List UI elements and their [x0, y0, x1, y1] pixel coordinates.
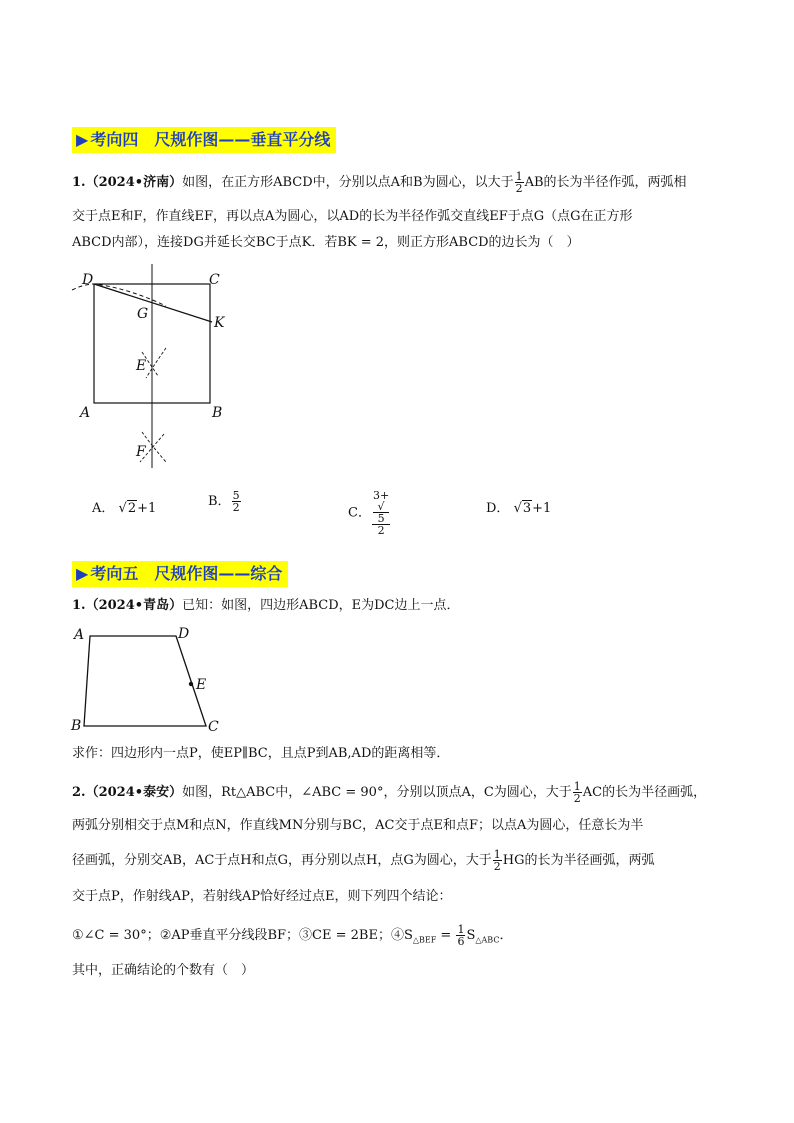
label-e: E	[196, 677, 207, 693]
quadrilateral-abcd	[84, 636, 206, 726]
s4-q1-line1	[72, 171, 687, 194]
label-f: F	[136, 444, 146, 460]
s4-q1-text-1b: AB的长为半径作弧，两弧相	[524, 175, 687, 190]
label-b: B	[71, 718, 82, 734]
label-a: A	[74, 627, 85, 643]
label-b: B	[212, 405, 223, 421]
label-c: C	[209, 272, 220, 288]
label-k: K	[214, 315, 225, 331]
quadrilateral-figure	[66, 622, 226, 740]
label-e: E	[136, 358, 147, 374]
triangle-marker-icon: ▶	[76, 564, 89, 583]
section-5-heading	[72, 561, 288, 587]
label-a: A	[80, 405, 91, 421]
segment-dk	[94, 284, 212, 322]
s5-q2-line6: 其中，正确结论的个数有（ ）	[72, 963, 255, 978]
section-5-title: 考向五 尺规作图——综合	[90, 564, 283, 583]
s5-q2-line2: 两弧分别相交于点M和点N，作直线MN分别与BC，AC交于点E和点F；以点A为圆心，任意长为半	[72, 818, 644, 833]
s5-q2-line5: ①∠C = 30°；②AP垂直平分线段BF；③CE = 2BE；$④S_{\triangle BEF}$ = $\frac{1}{6}$ $S_{\triangle ABC}$．	[72, 923, 513, 948]
label-d: D	[178, 626, 190, 642]
section-4-heading	[72, 127, 336, 153]
s4-q1-line3: ABCD内部），连接DG并延长交BC于点K．若BK = 2，则正方形ABCD的边长为（ ）	[72, 235, 580, 250]
option-b: B． $\frac{5}{2}$	[208, 489, 240, 514]
s5-q2-line3: 径画弧，分别交AB，AC于点H和点G，再分别以点H，点G为圆心，大于 $\frac{1}{2}$ HG的长为半径画弧，两弧	[72, 848, 655, 873]
s5-q1-line1: 1.（2024•青岛）已知：如图，四边形ABCD，E为DC边上一点．	[72, 598, 460, 613]
s5-q2-line1: 2.（2024•泰安）如图，Rt△ABC中，∠ABC = 90°，分别以顶点A，C为圆心，大于 $\frac{1}{2}$ AC的长为半径画弧，	[72, 780, 707, 805]
s4-q1-text-1a: 如图，在正方形ABCD中，分别以点A和B为圆心，以大于	[182, 175, 514, 190]
triangle-marker-icon: ▶	[76, 130, 89, 149]
label-d: D	[82, 272, 94, 288]
s4-q1-source: （2024•济南）	[85, 175, 183, 190]
section-4-title: 考向四 尺规作图——垂直平分线	[90, 130, 331, 149]
s5-q1-task: 求作：四边形内一点P，使EP∥BC，且点P到AB,AD的距离相等．	[72, 746, 450, 761]
option-a: A． √2+1	[92, 501, 157, 516]
s4-q1-line2: 交于点E和F，作直线EF，再以点A为圆心，以AD的长为半径作弧交直线EF于点G（点G在正方形	[72, 209, 633, 224]
label-g: G	[137, 306, 149, 322]
s4-q1-number: 1.	[72, 175, 86, 190]
point-e	[189, 682, 193, 686]
label-c: C	[208, 719, 219, 735]
option-c: C． 3+ √ 5 2	[348, 489, 390, 537]
option-d: D． √3+1	[486, 501, 552, 516]
square-construction-figure	[66, 262, 246, 472]
s4-q1-fraction: $\frac{1}{2}$	[515, 170, 523, 195]
s5-q2-line4: 交于点P，作射线AP，若射线AP恰好经过点E，则下列四个结论：	[72, 889, 452, 904]
